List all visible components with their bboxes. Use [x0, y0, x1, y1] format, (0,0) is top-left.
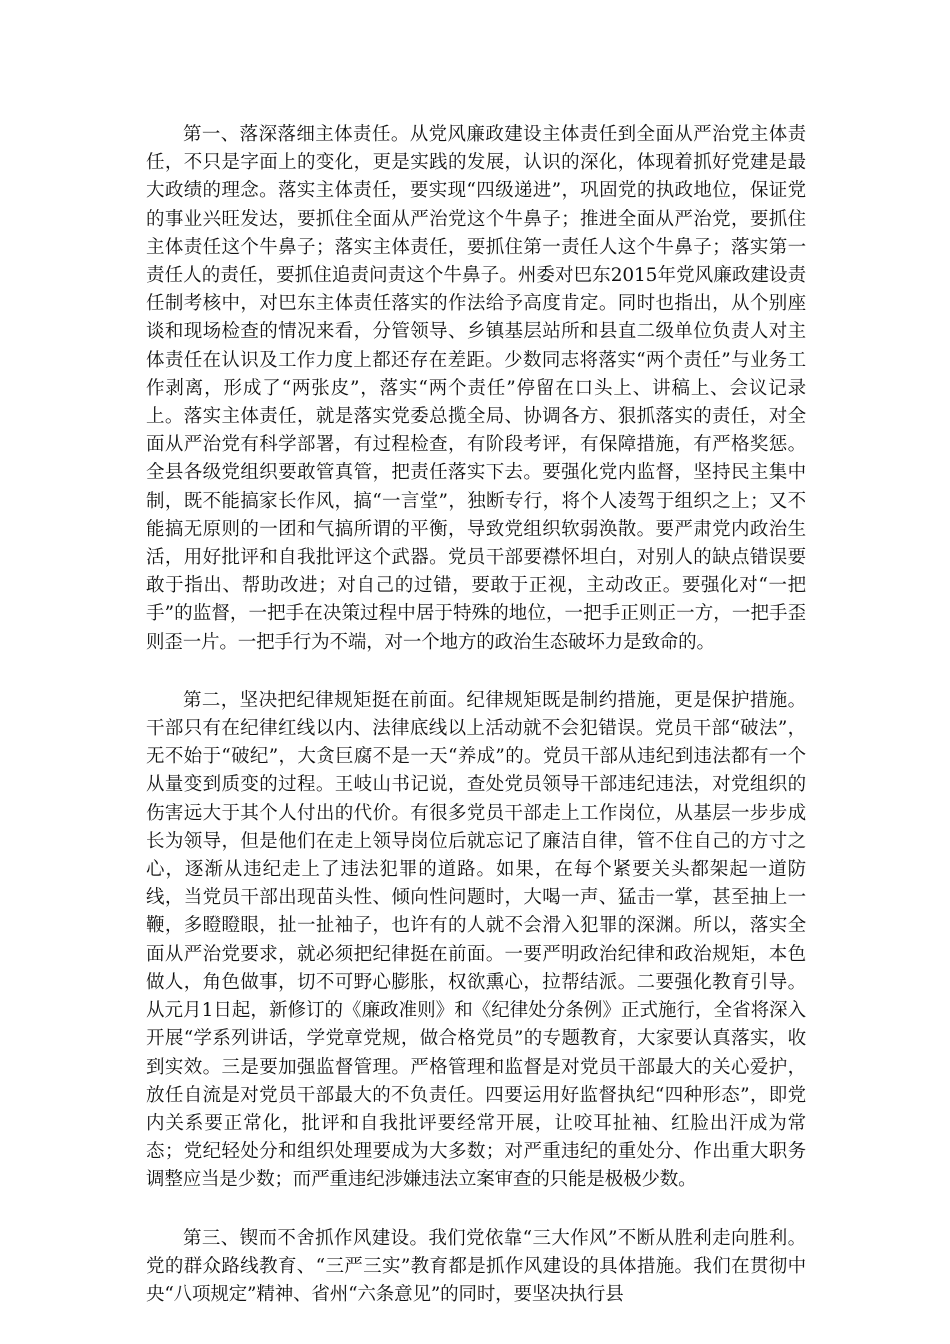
paragraph-1: 第一、落深落细主体责任。从党风廉政建设主体责任到全面从严治党主体责任，不只是字面上的变化，更是实践的发展，认识的深化，体现着抓好党建是最大政绩的理念。落实主体责任，要实现“四级递进”，巩固党的执政地位，保证党的事业兴旺发达，要抓住全面从严治党这个牛鼻子；推进全面从严治党，要抓住主体责任这个牛鼻子；落实主体责任，要抓住第一责任人这个牛鼻子；落实第一责任人的责任，要抓住追责问责这个牛鼻子。州委对巴东2015年党风廉政建设责任制考核中，对巴东主体责任落实的作法给予高度肯定。同时也指出，从个别座谈和现场检查的情况来看，分管领导、乡镇基层站所和县直二级单位负责人对主体责任在认识及工作力度上都还存在差距。少数同志将落实“两个责任”与业务工作剥离，形成了“两张皮”，落实“两个责任”停留在口头上、讲稿上、会议记录上。落实主体责任，就是落实党委总揽全局、协调各方、狠抓落实的责任，对全面从严治党有科学部署，有过程检查，有阶段考评，有保障措施，有严格奖惩。全县各级党组织要敢管真管，把责任落实下去。要强化党内监督，坚持民主集中制，既不能搞家长作风，搞“一言堂”，独断专行，将个人凌驾于组织之上；又不能搞无原则的一团和气搞所谓的平衡，导致党组织软弱涣散。要严肃党内政治生活，用好批评和自我批评这个武器。党员干部要襟怀坦白，对别人的缺点错误要敢于指出、帮助改进；对自己的过错，要敢于正视，主动改正。要强化对“一把手”的监督，一把手在决策过程中居于特殊的地位，一把手正则正一方，一把手歪则歪一片。一把手行为不端，对一个地方的政治生态破坏力是致命的。: [146, 124, 806, 653]
paragraph-3: 第三、锲而不舍抓作风建设。我们党依靠“三大作风”不断从胜利走向胜利。党的群众路线教育、“三严三实”教育都是抓作风建设的具体措施。我们在贯彻中央“八项规定”精神、省州“六条意见”的同时，要坚决执行县: [146, 1227, 806, 1305]
paragraph-2: 第二，坚决把纪律规矩挺在前面。纪律规矩既是制约措施，更是保护措施。干部只有在纪律红线以内、法律底线以上活动就不会犯错误。党员干部“破法”，无不始于“破纪”，大贪巨腐不是一天“养成”的。党员干部从违纪到违法都有一个从量变到质变的过程。王岐山书记说，查处党员领导干部违纪违法，对党组织的伤害远大于其个人付出的代价。有很多党员干部走上工作岗位，从基层一步步成长为领导，但是他们在走上领导岗位后就忘记了廉洁自律，管不住自己的方寸之心，逐渐从违纪走上了违法犯罪的道路。如果，在每个紧要关头都架起一道防线，当党员干部出现苗头性、倾向性问题时，大喝一声、猛击一掌，甚至抽上一鞭，多瞪瞪眼，扯一扯袖子，也许有的人就不会滑入犯罪的深渊。所以，落实全面从严治党要求，就必须把纪律挺在前面。一要严明政治纪律和政治规矩，本色做人，角色做事，切不可野心膨胀，权欲熏心，拉帮结派。二要强化教育引导。从元月1日起，新修订的《廉政准则》和《纪律处分条例》正式施行，全省将深入开展“学系列讲话，学党章党规，做合格党员”的专题教育，大家要认真落实，收到实效。三是要加强监督管理。严格管理和监督是对党员干部最大的关心爱护，放任自流是对党员干部最大的不负责任。四要运用好监督执纪“四种形态”，即党内关系要正常化，批评和自我批评要经常开展，让咬耳扯袖、红脸出汗成为常态；党纪轻处分和组织处理要成为大多数；对严重违纪的重处分、作出重大职务调整应当是少数；而严重违纪涉嫌违法立案审查的只能是极极少数。: [146, 689, 806, 1191]
document-page: [146, 121, 806, 1309]
